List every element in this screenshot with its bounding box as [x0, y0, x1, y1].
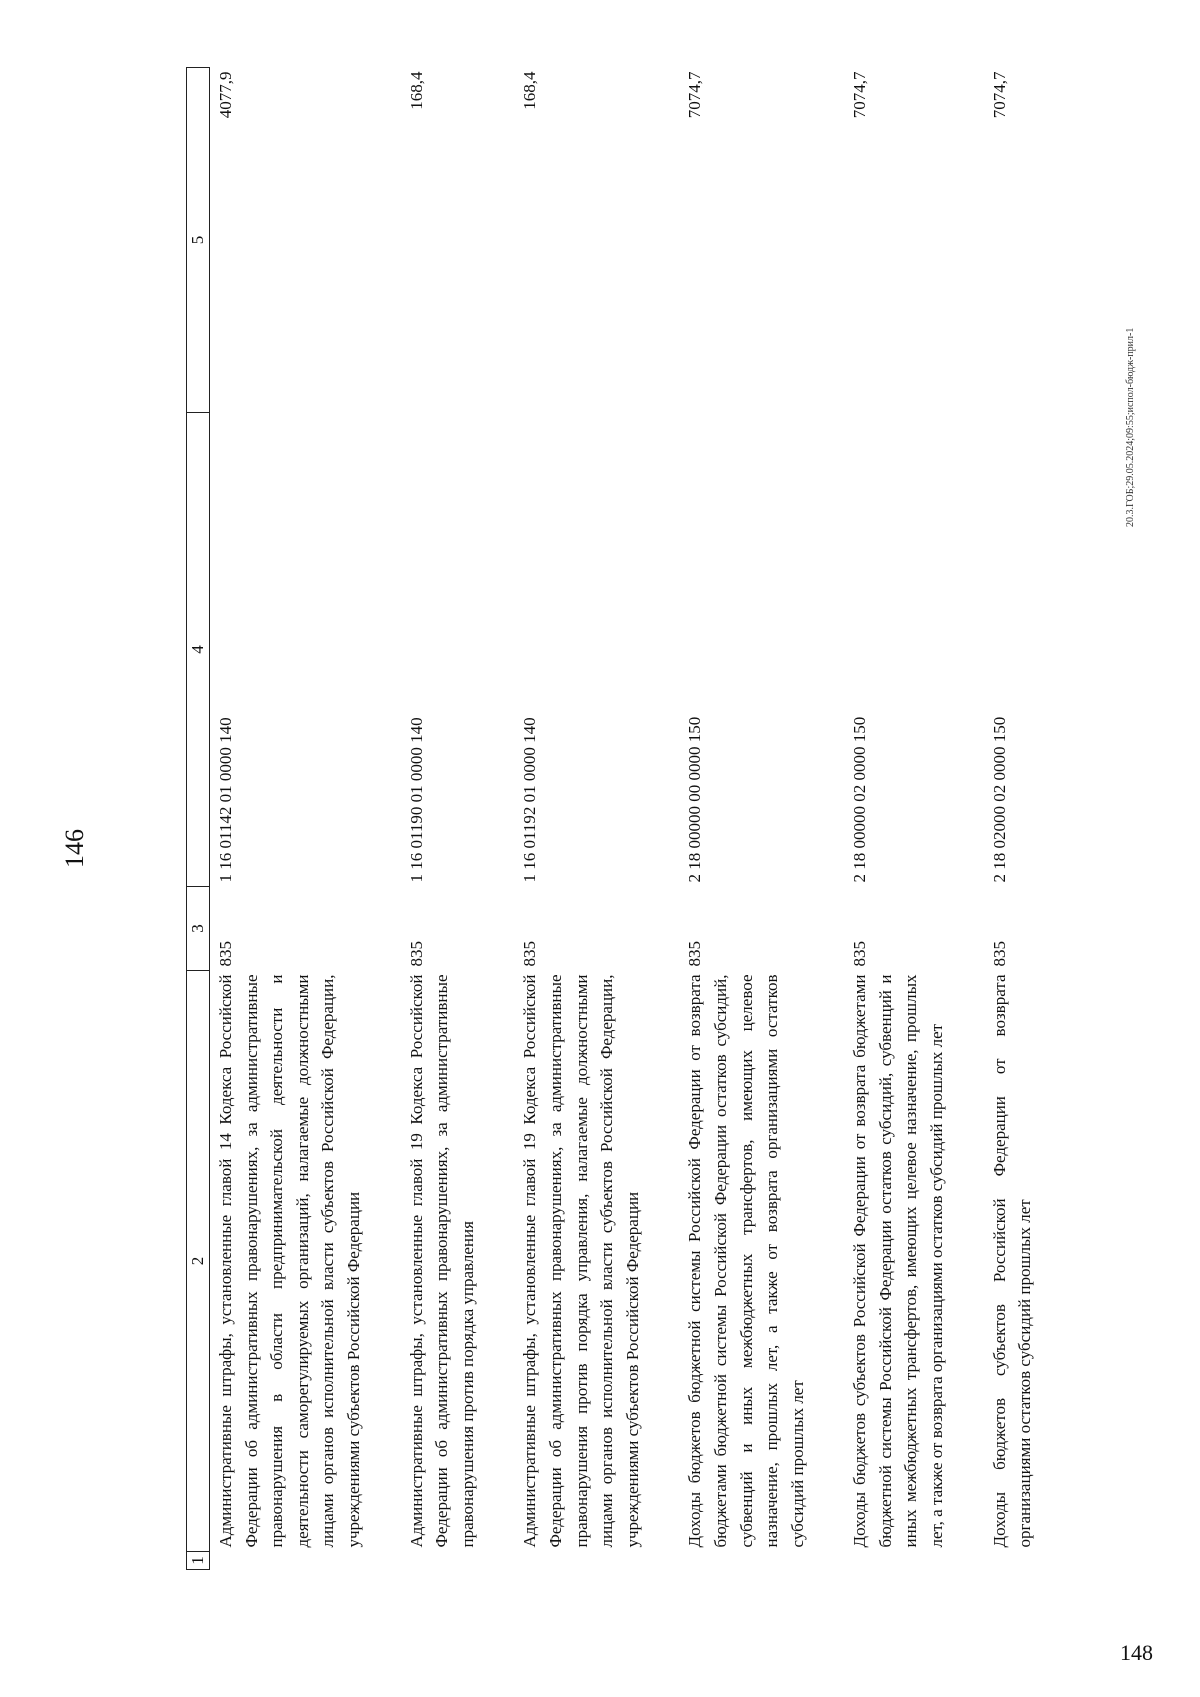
column-header-1: 1	[187, 1552, 210, 1570]
table-row	[679, 68, 844, 1570]
row-amount: 168,4	[406, 71, 426, 110]
row-admin-code: 835	[685, 941, 705, 967]
row-description: Доходы бюджетов субъектов Российской Федерации от возврата организациями остатков субсидий прошлых лет	[989, 974, 1035, 1548]
table-row	[984, 68, 1072, 1570]
row-description: Административные штрафы, установленные главой 19 Кодекса Российской Федерации об административных правонарушениях, за административные правонарушения против порядка управления, налагаемые должностными лицами органов исполнительной власти субъектов Российской Федерации, учреждениями субъектов Российской Федерации	[520, 974, 642, 1548]
row-revenue-code: 1 16 01142 01 0000 140	[216, 717, 235, 883]
row-admin-code: 835	[406, 941, 426, 967]
row-revenue-code: 2 18 02000 02 0000 150	[989, 716, 1009, 883]
row-amount: 7074,7	[989, 71, 1009, 119]
row-amount: 7074,7	[685, 71, 705, 119]
row-revenue-code: 2 18 00000 02 0000 150	[850, 716, 870, 883]
row-revenue-code: 2 18 00000 00 0000 150	[685, 716, 705, 883]
column-header-5: 5	[187, 68, 210, 413]
table-row	[210, 68, 401, 1570]
row-admin-code: 835	[989, 941, 1009, 967]
row-amount: 7074,7	[850, 71, 870, 119]
row-admin-code: 835	[216, 941, 235, 967]
document-reference: 20.3.ГОБ;29.05.2024;09:55;испол-бюдж-прил-1	[1125, 327, 1136, 527]
row-description: Административные штрафы, установленные главой 19 Кодекса Российской Федерации об административных правонарушениях, за административные правонарушения против порядка управления	[406, 974, 477, 1548]
table-row	[514, 68, 679, 1570]
column-header-4: 4	[187, 413, 210, 887]
column-header-2: 2	[187, 971, 210, 1552]
row-amount: 168,4	[520, 71, 540, 110]
table-row	[844, 68, 983, 1570]
row-description: Административные штрафы, установленные главой 14 Кодекса Российской Федерации об административных правонарушениях, за административные правонарушения в области предпринимательской деятельности и деятельности саморегулируемых организаций, налагаемые должностными лицами органов исполнительной власти субъектов Российской Федерации, учреждениями субъектов Российской Федерации	[216, 974, 363, 1548]
page-number: 146	[60, 829, 89, 868]
table-row	[401, 68, 515, 1570]
revenue-table	[186, 67, 1072, 1570]
row-admin-code: 835	[520, 941, 540, 967]
table-header-row	[187, 68, 210, 1570]
row-revenue-code: 1 16 01192 01 0000 140	[520, 717, 540, 883]
row-admin-code: 835	[850, 941, 870, 967]
row-revenue-code: 1 16 01190 01 0000 140	[406, 717, 426, 883]
sheet-number: 148	[1120, 1640, 1153, 1665]
row-description: Доходы бюджетов бюджетной системы Российской Федерации от возврата бюджетами бюджетной системы Российской Федерации остатков субсидий, субвенций и иных межбюджетных трансфертов, имеющих целевое назначение, прошлых лет, а также от возврата организациями остатков субсидий прошлых лет	[685, 974, 807, 1548]
column-header-3: 3	[187, 887, 210, 971]
row-amount: 4077,9	[216, 71, 235, 119]
row-description: Доходы бюджетов субъектов Российской Федерации от возврата бюджетами бюджетной системы Российской Федерации остатков субсидий, субвенций и иных межбюджетных трансфертов, имеющих целевое назначение, прошлых лет, а также от возврата организациями остатков субсидий прошлых лет	[850, 974, 947, 1548]
